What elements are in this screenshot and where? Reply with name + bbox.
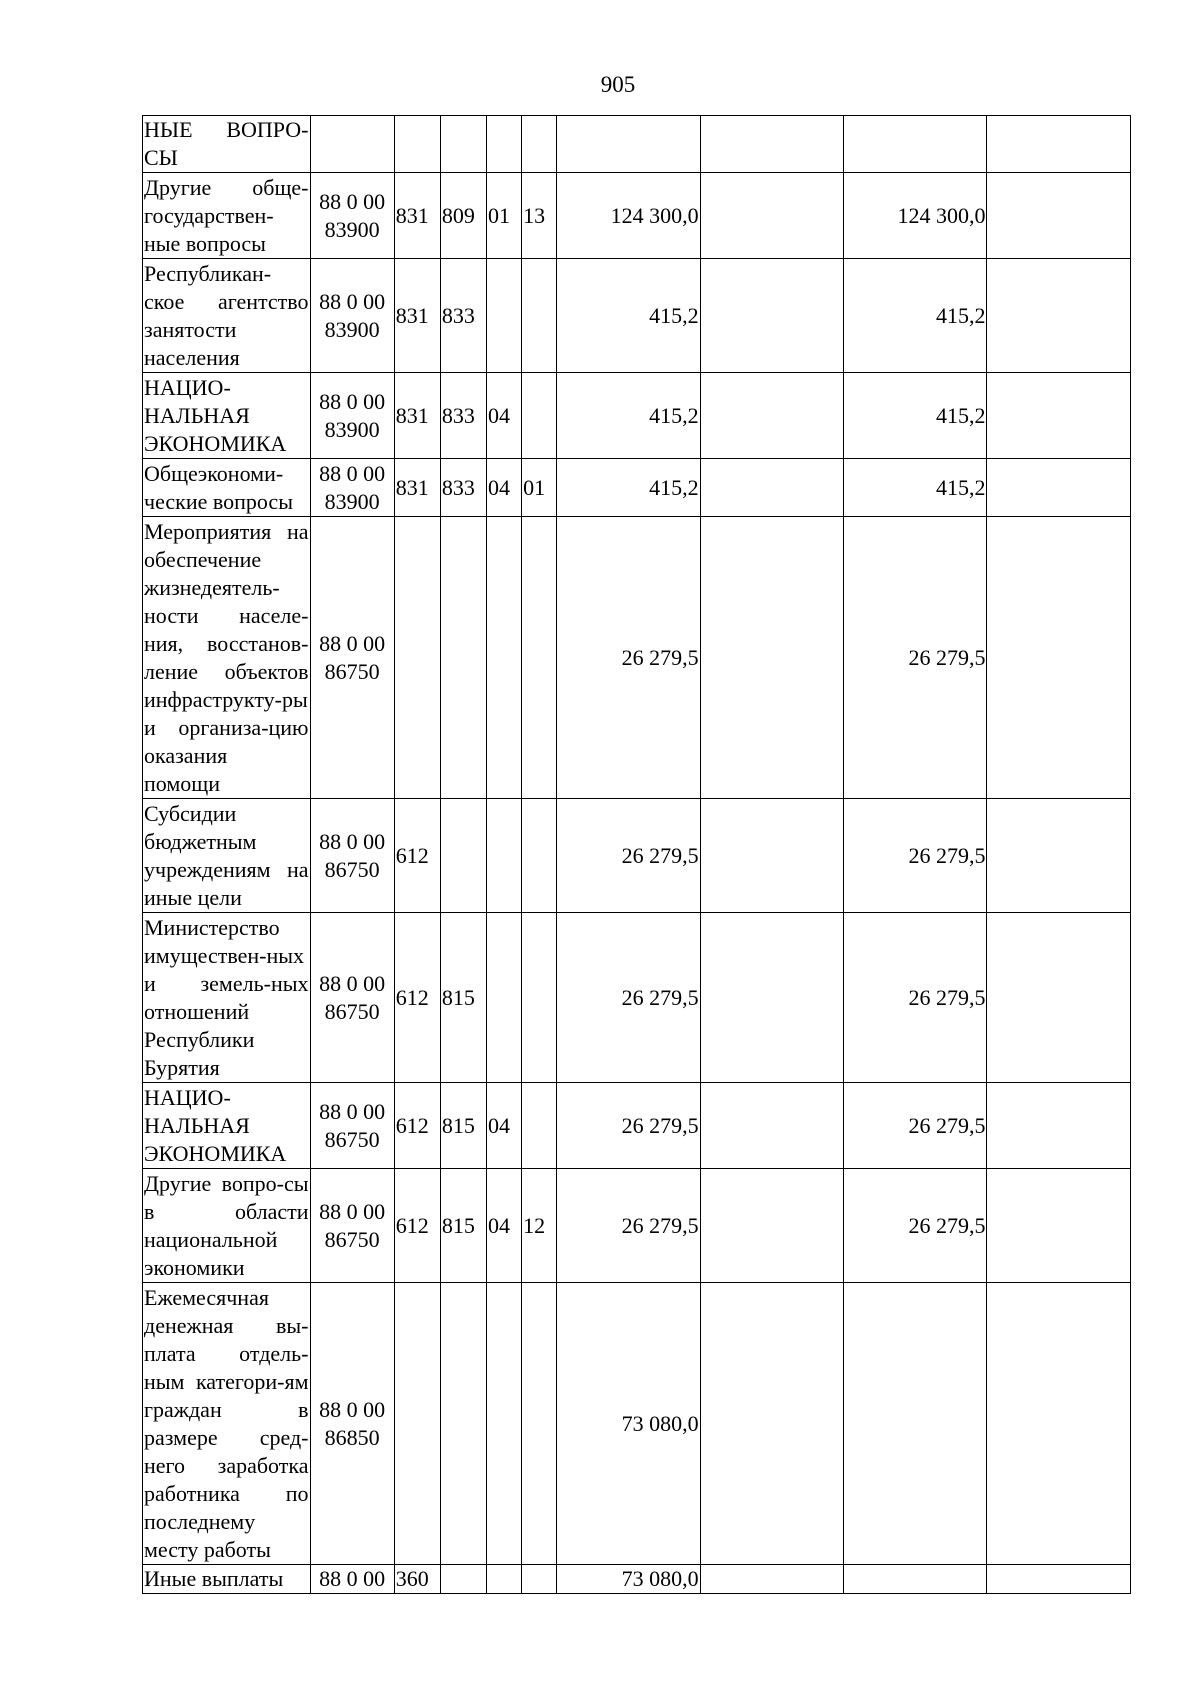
row-amount1-cell: 73 080,0 xyxy=(557,1565,700,1594)
row-amount1-cell: 26 279,5 xyxy=(557,913,700,1083)
row-amount2-cell xyxy=(700,173,843,259)
row-section-cell: 04 xyxy=(487,373,522,459)
row-amount4-cell xyxy=(987,373,1131,459)
row-amount3-cell: 26 279,5 xyxy=(844,1169,987,1283)
row-amount3-cell xyxy=(844,1283,987,1565)
row-section-cell xyxy=(487,913,522,1083)
row-section-cell xyxy=(487,517,522,799)
row-amount4-cell xyxy=(987,173,1131,259)
row-amount1-cell: 73 080,0 xyxy=(557,1283,700,1565)
table-row xyxy=(143,1083,1131,1169)
table-row xyxy=(143,459,1131,517)
row-col4-cell xyxy=(440,799,486,913)
row-section-cell xyxy=(487,259,522,373)
row-amount3-cell: 415,2 xyxy=(844,459,987,517)
row-subsection-cell: 12 xyxy=(522,1169,557,1283)
row-name-cell: НАЦИО-НАЛЬНАЯ ЭКОНОМИКА xyxy=(143,373,311,459)
row-col4-cell: 833 xyxy=(440,459,486,517)
row-subsection-cell xyxy=(522,373,557,459)
row-name-cell: Мероприятия на обеспечение жизнедеятель-ности населе-ния, восстанов-ление объектов инфраструкту-ры и организа-цию оказания помощи xyxy=(143,517,311,799)
row-col3-cell xyxy=(394,1283,440,1565)
row-amount3-cell: 415,2 xyxy=(844,373,987,459)
row-amount1-cell: 26 279,5 xyxy=(557,1083,700,1169)
row-amount1-cell: 415,2 xyxy=(557,459,700,517)
row-amount4-cell xyxy=(987,1169,1131,1283)
row-code-cell: 88 0 00 83900 xyxy=(310,459,394,517)
table-row xyxy=(143,173,1131,259)
budget-table xyxy=(142,115,1131,1594)
row-code-cell: 88 0 00 83900 xyxy=(310,259,394,373)
row-name-cell: НЫЕ ВОПРО-СЫ xyxy=(143,116,311,173)
row-col3-cell: 831 xyxy=(394,259,440,373)
row-subsection-cell xyxy=(522,259,557,373)
row-col4-cell: 815 xyxy=(440,1169,486,1283)
row-col3-cell: 831 xyxy=(394,173,440,259)
row-subsection-cell xyxy=(522,116,557,173)
row-code-cell: 88 0 00 86750 xyxy=(310,799,394,913)
row-code-cell xyxy=(310,116,394,173)
row-code-cell: 88 0 00 86750 xyxy=(310,1169,394,1283)
row-code-cell: 88 0 00 83900 xyxy=(310,373,394,459)
table-row xyxy=(143,1283,1131,1565)
row-amount2-cell xyxy=(700,1169,843,1283)
table-row xyxy=(143,116,1131,173)
table-row xyxy=(143,799,1131,913)
row-col3-cell xyxy=(394,116,440,173)
row-code-cell: 88 0 00 83900 xyxy=(310,173,394,259)
row-code-cell: 88 0 00 86850 xyxy=(310,1283,394,1565)
row-amount3-cell xyxy=(844,116,987,173)
row-name-cell: Субсидии бюджетным учреждениям на иные цели xyxy=(143,799,311,913)
row-name-cell: Ежемесячная денежная вы-плата отдель-ным категори-ям граждан в размере сред-него заработка работника по последнему месту работы xyxy=(143,1283,311,1565)
row-subsection-cell xyxy=(522,1283,557,1565)
row-col4-cell xyxy=(440,1565,486,1594)
row-code-cell: 88 0 00 86750 xyxy=(310,913,394,1083)
row-amount2-cell xyxy=(700,517,843,799)
row-col3-cell: 612 xyxy=(394,799,440,913)
row-amount3-cell xyxy=(844,1565,987,1594)
row-subsection-cell xyxy=(522,799,557,913)
row-amount1-cell: 26 279,5 xyxy=(557,799,700,913)
row-amount4-cell xyxy=(987,1283,1131,1565)
row-subsection-cell: 01 xyxy=(522,459,557,517)
row-code-cell: 88 0 00 xyxy=(310,1565,394,1594)
row-amount1-cell: 415,2 xyxy=(557,259,700,373)
row-amount1-cell: 26 279,5 xyxy=(557,517,700,799)
row-amount4-cell xyxy=(987,459,1131,517)
row-amount2-cell xyxy=(700,373,843,459)
row-amount3-cell: 26 279,5 xyxy=(844,1083,987,1169)
row-name-cell: Другие обще-государствен-ные вопросы xyxy=(143,173,311,259)
row-name-cell: Республикан-ское агентство занятости населения xyxy=(143,259,311,373)
row-amount2-cell xyxy=(700,799,843,913)
row-section-cell xyxy=(487,799,522,913)
table-row xyxy=(143,913,1131,1083)
row-col4-cell xyxy=(440,517,486,799)
row-col3-cell: 612 xyxy=(394,1169,440,1283)
row-subsection-cell xyxy=(522,913,557,1083)
table-row xyxy=(143,1565,1131,1594)
table-row xyxy=(143,1169,1131,1283)
row-amount4-cell xyxy=(987,913,1131,1083)
row-col4-cell: 815 xyxy=(440,1083,486,1169)
row-col3-cell: 831 xyxy=(394,373,440,459)
row-name-cell: Министерство имуществен-ных и земель-ных отношений Республики Бурятия xyxy=(143,913,311,1083)
row-amount1-cell: 415,2 xyxy=(557,373,700,459)
row-amount4-cell xyxy=(987,1083,1131,1169)
row-col3-cell: 612 xyxy=(394,913,440,1083)
row-col3-cell: 360 xyxy=(394,1565,440,1594)
row-col3-cell xyxy=(394,517,440,799)
row-amount4-cell xyxy=(987,799,1131,913)
row-amount2-cell xyxy=(700,259,843,373)
row-amount1-cell xyxy=(557,116,700,173)
row-col4-cell: 809 xyxy=(440,173,486,259)
row-subsection-cell: 13 xyxy=(522,173,557,259)
row-subsection-cell xyxy=(522,517,557,799)
row-amount4-cell xyxy=(987,1565,1131,1594)
row-amount2-cell xyxy=(700,1283,843,1565)
row-col4-cell: 833 xyxy=(440,259,486,373)
row-section-cell: 04 xyxy=(487,459,522,517)
table-row xyxy=(143,517,1131,799)
row-amount4-cell xyxy=(987,116,1131,173)
row-section-cell: 04 xyxy=(487,1083,522,1169)
row-section-cell xyxy=(487,1283,522,1565)
row-col4-cell xyxy=(440,1283,486,1565)
page-number: 905 xyxy=(600,72,636,97)
row-section-cell: 04 xyxy=(487,1169,522,1283)
row-amount2-cell xyxy=(700,459,843,517)
row-amount2-cell xyxy=(700,116,843,173)
row-col3-cell: 831 xyxy=(394,459,440,517)
row-amount3-cell: 26 279,5 xyxy=(844,517,987,799)
row-section-cell: 01 xyxy=(487,173,522,259)
row-subsection-cell xyxy=(522,1083,557,1169)
row-subsection-cell xyxy=(522,1565,557,1594)
row-amount4-cell xyxy=(987,259,1131,373)
row-section-cell xyxy=(487,116,522,173)
row-amount1-cell: 124 300,0 xyxy=(557,173,700,259)
row-col4-cell: 815 xyxy=(440,913,486,1083)
row-name-cell: Общеэкономи-ческие вопросы xyxy=(143,459,311,517)
table-row xyxy=(143,373,1131,459)
row-name-cell: НАЦИО-НАЛЬНАЯ ЭКОНОМИКА xyxy=(143,1083,311,1169)
row-code-cell: 88 0 00 86750 xyxy=(310,1083,394,1169)
row-amount3-cell: 415,2 xyxy=(844,259,987,373)
row-amount1-cell: 26 279,5 xyxy=(557,1169,700,1283)
row-code-cell: 88 0 00 86750 xyxy=(310,517,394,799)
row-col4-cell xyxy=(440,116,486,173)
row-col3-cell: 612 xyxy=(394,1083,440,1169)
row-name-cell: Другие вопро-сы в области национальной экономики xyxy=(143,1169,311,1283)
row-amount3-cell: 124 300,0 xyxy=(844,173,987,259)
row-section-cell xyxy=(487,1565,522,1594)
row-col4-cell: 833 xyxy=(440,373,486,459)
row-amount2-cell xyxy=(700,1083,843,1169)
row-amount4-cell xyxy=(987,517,1131,799)
row-amount2-cell xyxy=(700,913,843,1083)
row-name-cell: Иные выплаты xyxy=(143,1565,311,1594)
row-amount2-cell xyxy=(700,1565,843,1594)
table-row xyxy=(143,259,1131,373)
row-amount3-cell: 26 279,5 xyxy=(844,799,987,913)
row-amount3-cell: 26 279,5 xyxy=(844,913,987,1083)
